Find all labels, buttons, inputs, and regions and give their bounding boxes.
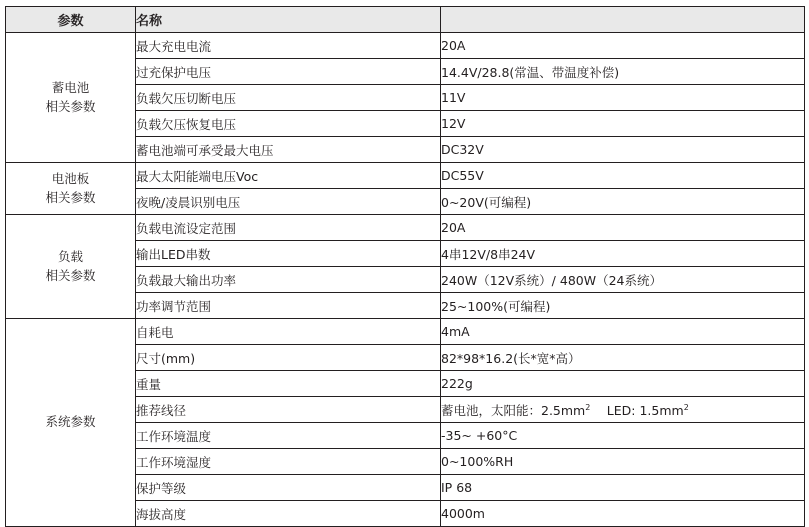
- group-label-line: 系统参数: [45, 414, 96, 430]
- row-item-label: 重量: [136, 371, 441, 397]
- row-item-value: 240W（12V系统）/ 480W（24系统）: [441, 267, 805, 293]
- table-row: [6, 163, 805, 189]
- group-label-line: 电池板: [51, 171, 90, 187]
- row-item-label: 负载最大输出功率: [136, 267, 441, 293]
- row-item-value: 25~100%(可编程): [441, 293, 805, 319]
- group-label-line: 相关参数: [45, 189, 96, 205]
- row-item-value: 0~20V(可编程): [441, 189, 805, 215]
- row-item-value: 82*98*16.2(长*宽*高）: [441, 345, 805, 371]
- row-item-label: 输出LED串数: [136, 241, 441, 267]
- row-item-label: 负载欠压恢复电压: [136, 111, 441, 137]
- table-body: [6, 33, 805, 527]
- row-item-label: 工作环境湿度: [136, 449, 441, 475]
- group-label: [6, 163, 136, 215]
- group-label-line: 蓄电池: [51, 80, 90, 96]
- row-item-value: 20A: [441, 215, 805, 241]
- table-header: [6, 7, 805, 33]
- row-item-label: 推荐线径: [136, 397, 441, 423]
- row-item-value: 20A: [441, 33, 805, 59]
- row-item-value: 14.4V/28.8(常温、带温度补偿): [441, 59, 805, 85]
- table-header-row: [6, 7, 805, 33]
- row-item-value: DC55V: [441, 163, 805, 189]
- row-item-value: 4000m: [441, 501, 805, 527]
- group-label: [6, 33, 136, 163]
- row-item-value: IP 68: [441, 475, 805, 501]
- table-row: [6, 33, 805, 59]
- row-item-label: 工作环境温度: [136, 423, 441, 449]
- row-item-label: 最大充电电流: [136, 33, 441, 59]
- row-item-value: 4mA: [441, 319, 805, 345]
- table-row: [6, 319, 805, 345]
- row-item-label: 负载电流设定范围: [136, 215, 441, 241]
- group-label: [6, 215, 136, 319]
- row-item-label: 保护等级: [136, 475, 441, 501]
- row-item-value: 12V: [441, 111, 805, 137]
- row-item-value: 蓄电池，太阳能：$2.5mm^2$ LED: $1.5mm^2$: [441, 397, 805, 423]
- column-header-name: 名称: [136, 7, 441, 33]
- column-header-value: [441, 7, 805, 33]
- row-item-label: 尺寸(mm): [136, 345, 441, 371]
- row-item-label: 过充保护电压: [136, 59, 441, 85]
- row-item-value: DC32V: [441, 137, 805, 163]
- row-item-label: 自耗电: [136, 319, 441, 345]
- row-item-label: 夜晚/凌晨识别电压: [136, 189, 441, 215]
- group-label: [6, 319, 136, 527]
- row-item-value: 4串12V/8串24V: [441, 241, 805, 267]
- row-item-label: 负载欠压切断电压: [136, 85, 441, 111]
- row-item-value: -35~ +60°C: [441, 423, 805, 449]
- row-item-value: 0~100%RH: [441, 449, 805, 475]
- row-item-label: 最大太阳能端电压Voc: [136, 163, 441, 189]
- row-item-value: 222g: [441, 371, 805, 397]
- row-item-value: 11V: [441, 85, 805, 111]
- group-label-line: 相关参数: [45, 98, 96, 114]
- group-label-line: 负载: [57, 249, 83, 265]
- specification-table: [5, 6, 805, 527]
- row-item-label: 海拔高度: [136, 501, 441, 527]
- table-row: [6, 215, 805, 241]
- row-item-label: 蓄电池端可承受最大电压: [136, 137, 441, 163]
- column-header-parameter: 参数: [6, 7, 136, 33]
- row-item-label: 功率调节范围: [136, 293, 441, 319]
- group-label-line: 相关参数: [45, 267, 96, 283]
